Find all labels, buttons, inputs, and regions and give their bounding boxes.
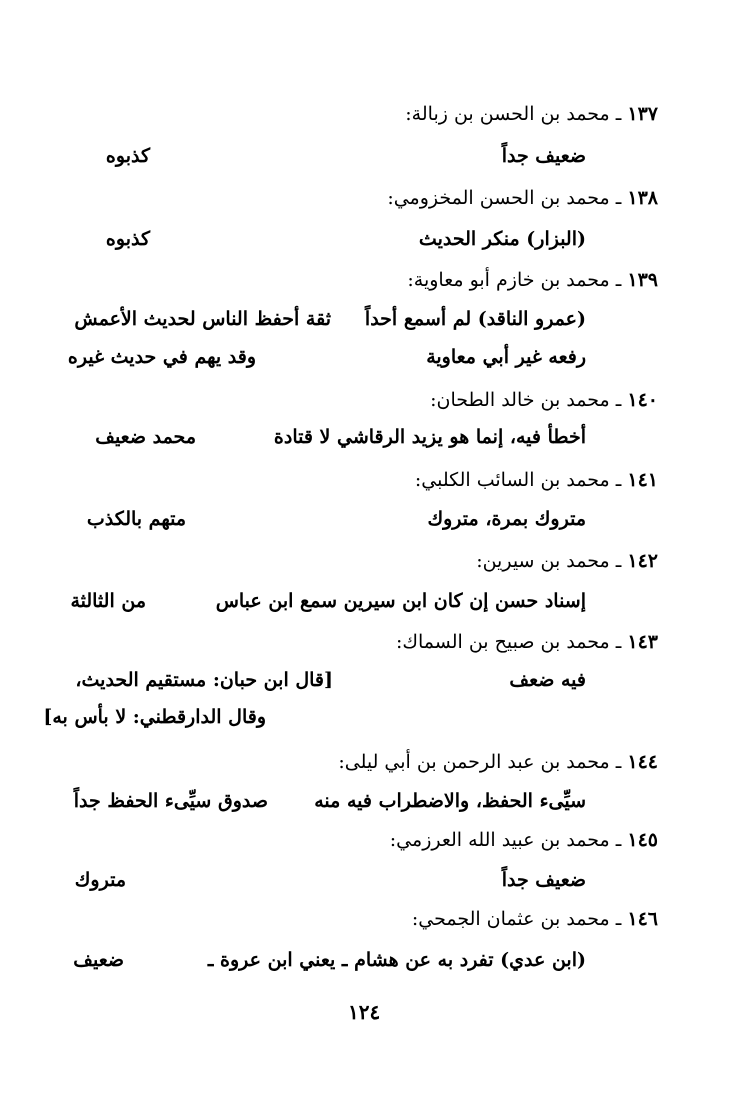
entry-title: ـ محمد بن خازم أبو معاوية: [407,269,622,291]
entry-text: متروك بمرة، متروك [427,508,586,530]
entry-text: رفعه غير أبي معاوية [426,346,586,368]
entry-title: ـ محمد بن الحسن المخزومي: [387,187,622,209]
entry-number: ١٣٧ [627,103,658,125]
entry-grade: كذبوه [105,228,150,250]
entry-title: ـ محمد بن الحسن بن زبالة: [405,103,622,125]
entry-number: ١٤٢ [627,550,658,572]
entry-heading [405,100,658,128]
entry-heading [390,826,658,854]
entry-title: ـ محمد بن صبيح بن السماك: [395,631,622,653]
entry-heading [338,748,658,776]
entry-heading [407,266,658,294]
entry-title: ـ محمد بن عبد الرحمن بن أبي ليلى: [338,751,622,773]
entry-heading [415,466,658,494]
entry-text: فيه ضعف [509,669,586,691]
entry-number: ١٤٠ [627,389,658,411]
entry-title: ـ محمد بن السائب الكلبي: [414,469,622,491]
entry-text: ضعيف جداً [501,869,586,891]
entry-text: (البزار) منكر الحديث [418,228,586,250]
entry-title: ـ محمد بن عبيد الله العرزمي: [389,829,622,851]
entry-grade: وقد يهم في حديث غيره [67,346,256,368]
entry-text: ضعيف جداً [501,145,586,167]
entry-text: أخطأ فيه، إنما هو يزيد الرقاشي لا قتادة [273,426,586,448]
entry-heading [396,628,658,656]
entry-grade: كذبوه [105,145,150,167]
entry-grade: متروك [74,869,126,891]
entry-text: سيِّىء الحفظ، والاضطراب فيه منه [314,790,586,812]
entry-grade: من الثالثة [70,590,146,612]
entry-heading [412,905,658,933]
entry-title: ـ محمد بن عثمان الجمحي: [411,908,622,930]
page-number: ١٢٤ [348,1000,381,1024]
entry-number: ١٤٥ [627,829,658,851]
entry-note: [قال ابن حبان: مستقيم الحديث، [75,669,333,691]
entry-heading [430,386,658,414]
entry-grade: ثقة أحفظ الناس لحديث الأعمش [74,308,331,330]
entry-number: ١٤١ [627,469,658,491]
entry-grade: صدوق سيِّىء الحفظ جداً [73,790,268,812]
entry-text: (ابن عدي) تفرد به عن هشام ـ يعني ابن عروة ـ [207,949,586,971]
entry-grade: ضعيف [73,949,124,971]
entry-number: ١٤٦ [627,908,658,930]
entry-heading [387,184,658,212]
entry-text: إسناد حسن إن كان ابن سيرين سمع ابن عباس [215,590,586,612]
entry-grade: متهم بالكذب [86,508,186,530]
entry-number: ١٣٩ [627,269,658,291]
entry-note: وقال الدارقطني: لا بأس به] [43,706,266,728]
entry-text: (عمرو الناقد) لم أسمع أحداً [364,308,586,330]
entry-heading [476,547,658,575]
entry-number: ١٤٣ [627,631,658,653]
entry-number: ١٤٤ [627,751,658,773]
entry-number: ١٣٨ [627,187,658,209]
entry-title: ـ محمد بن خالد الطحان: [430,389,622,411]
entry-title: ـ محمد بن سيرين: [476,550,622,572]
entry-grade: محمد ضعيف [95,426,196,448]
